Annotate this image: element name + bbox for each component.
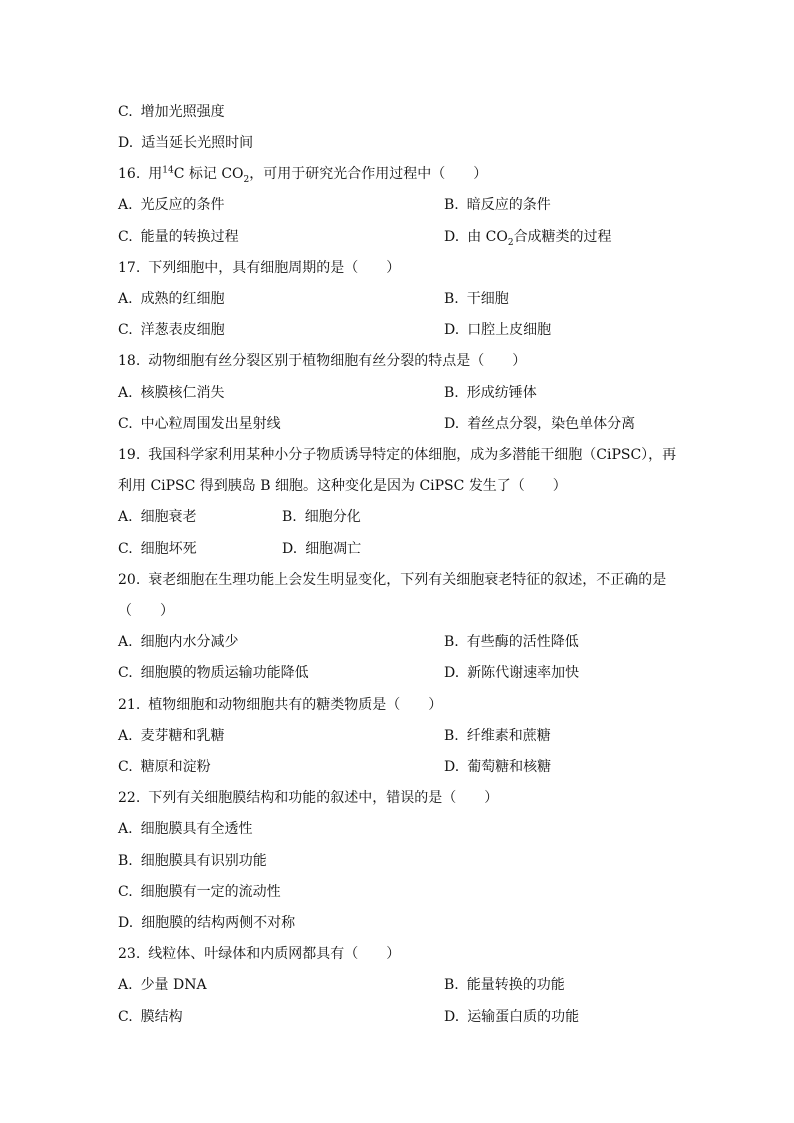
option-label: A. — [118, 977, 133, 993]
q18-option-d — [444, 414, 635, 434]
option-text: 新陈代谢速率加快 — [467, 665, 580, 681]
option-label: A. — [118, 728, 133, 744]
stem-text: 线粒体、叶绿体和内质网都具有（ ） — [148, 946, 401, 962]
q23-option-c — [118, 1007, 183, 1027]
option-label: D. — [444, 229, 460, 245]
q22-option-b — [118, 851, 267, 871]
q21-option-d — [444, 757, 551, 777]
option-label: B. — [444, 385, 459, 401]
question-number: 16. — [118, 166, 141, 182]
option-label: C. — [118, 759, 133, 775]
option-text: 能量转换的功能 — [466, 977, 565, 993]
option-label: C. — [118, 884, 133, 900]
option-text: 适当延长光照时间 — [141, 135, 254, 151]
q16-option-d — [444, 227, 612, 247]
q19-stem-line-1 — [118, 445, 676, 465]
q20-option-a — [118, 632, 239, 652]
q23-option-d — [444, 1007, 579, 1027]
option-text: 暗反应的条件 — [466, 197, 551, 213]
q16-option-b — [444, 195, 551, 215]
stem-text: 植物细胞和动物细胞共有的糖类物质是（ ） — [148, 697, 443, 713]
option-label: A. — [118, 509, 133, 525]
option-text: 膜结构 — [140, 1009, 183, 1025]
q21-option-b — [444, 726, 551, 746]
q20-option-d — [444, 663, 579, 683]
q18-stem — [118, 351, 526, 371]
question-number: 23. — [118, 946, 141, 962]
stem-text: 下列有关细胞膜结构和功能的叙述中，错误的是（ ） — [148, 790, 499, 806]
option-text: 细胞膜的物质运输功能降低 — [140, 665, 309, 681]
option-label: D. — [118, 135, 134, 151]
subscript: 2 — [507, 237, 514, 248]
q17-option-b — [444, 289, 509, 309]
option-label: B. — [444, 728, 459, 744]
option-text: 有些酶的活性降低 — [466, 634, 579, 650]
option-text: 合成糖类的过程 — [513, 229, 612, 245]
option-label: A. — [118, 197, 133, 213]
stem-text: 衰老细胞在生理功能上会发生明显变化，下列有关细胞衰老特征的叙述，不正确的是 — [148, 572, 667, 588]
q17-option-a — [118, 289, 225, 309]
option-label: C. — [118, 322, 133, 338]
q23-option-b — [444, 975, 565, 995]
option-label: D. — [444, 665, 460, 681]
option-text: 核膜核仁消失 — [140, 385, 225, 401]
q17-option-d — [444, 320, 551, 340]
option-text: 细胞膜有一定的流动性 — [140, 884, 281, 900]
option-label: B. — [444, 977, 459, 993]
option-text: 能量的转换过程 — [140, 229, 239, 245]
option-text: 干细胞 — [466, 291, 509, 307]
stem-part: C 标记 CO — [173, 166, 244, 182]
option-label: D. — [444, 1009, 460, 1025]
option-label: D. — [118, 915, 134, 931]
option-label: A. — [118, 821, 133, 837]
q17-stem — [118, 258, 400, 278]
q20-option-c — [118, 663, 309, 683]
question-number: 18. — [118, 353, 141, 369]
option-label: A. — [118, 385, 133, 401]
q21-stem — [118, 695, 442, 715]
q22-option-d — [118, 913, 295, 933]
q16-stem — [118, 164, 487, 184]
q19-option-a — [118, 507, 197, 527]
option-text: 细胞内水分减少 — [140, 634, 239, 650]
option-text: 葡萄糖和核糖 — [467, 759, 552, 775]
option-label: B. — [444, 634, 459, 650]
option-text: 增加光照强度 — [140, 104, 225, 120]
superscript: 14 — [162, 165, 174, 176]
q22-option-c — [118, 882, 281, 902]
option-text: 纤维素和蔗糖 — [466, 728, 551, 744]
q21-option-a — [118, 726, 225, 746]
question-number: 17. — [118, 260, 141, 276]
question-number: 21. — [118, 697, 141, 713]
option-text: 着丝点分裂，染色单体分离 — [467, 416, 636, 432]
q22-option-a — [118, 819, 253, 839]
option-text: 细胞膜具有全透性 — [140, 821, 253, 837]
option-label: B. — [282, 509, 297, 525]
q17-option-c — [118, 320, 225, 340]
stem-text: 动物细胞有丝分裂区别于植物细胞有丝分裂的特点是（ ） — [148, 353, 527, 369]
q19-option-b — [282, 507, 361, 527]
stem-part: ，可用于研究光合作用过程中（ ） — [249, 166, 488, 182]
option-text: 形成纺锤体 — [466, 385, 537, 401]
question-number: 19. — [118, 447, 141, 463]
option-text: 糖原和淀粉 — [140, 759, 211, 775]
q23-option-a — [118, 975, 207, 995]
q16-option-c — [118, 227, 239, 247]
q20-stem-line-2 — [118, 601, 174, 621]
option-text: 细胞膜的结构两侧不对称 — [141, 915, 296, 931]
q20-option-b — [444, 632, 579, 652]
option-text: 运输蛋白质的功能 — [467, 1009, 580, 1025]
q18-option-b — [444, 383, 537, 403]
q21-option-c — [118, 757, 211, 777]
option-text: 由 CO — [467, 229, 508, 245]
q19-option-c — [118, 539, 197, 559]
q19-option-d — [282, 539, 361, 559]
option-label: C. — [118, 665, 133, 681]
option-text: 洋葱表皮细胞 — [140, 322, 225, 338]
option-text: 光反应的条件 — [140, 197, 225, 213]
option-label: C. — [118, 416, 133, 432]
option-text: 成熟的红细胞 — [140, 291, 225, 307]
option-text: 中心粒周围发出星射线 — [140, 416, 281, 432]
option-text: 细胞衰老 — [140, 509, 197, 525]
stem-text: 我国科学家利用某种小分子物质诱导特定的体细胞，成为多潜能干细胞（CiPSC），再 — [148, 447, 677, 463]
option-text: 少量 DNA — [140, 977, 207, 993]
q16-option-a — [118, 195, 225, 215]
option-label: C. — [118, 1009, 133, 1025]
q23-stem — [118, 944, 400, 964]
stem-part: 用 — [148, 166, 163, 182]
stem-text: （ ） — [118, 603, 174, 619]
option-text: 细胞凋亡 — [305, 541, 362, 557]
stem-text: 下列细胞中，具有细胞周期的是（ ） — [148, 260, 401, 276]
option-label: B. — [444, 291, 459, 307]
option-text: 细胞膜具有识别功能 — [140, 853, 267, 869]
option-label: D. — [282, 541, 298, 557]
question-number: 20. — [118, 572, 141, 588]
option-label: C. — [118, 541, 133, 557]
option-label: B. — [118, 853, 133, 869]
option-text: 麦芽糖和乳糖 — [140, 728, 225, 744]
subscript: 2 — [243, 174, 250, 185]
option-label: C. — [118, 229, 133, 245]
q18-option-a — [118, 383, 225, 403]
option-label: A. — [118, 634, 133, 650]
q20-stem-line-1 — [118, 570, 666, 590]
option-label: D. — [444, 759, 460, 775]
q15-option-d — [118, 133, 253, 153]
question-number: 22. — [118, 790, 141, 806]
option-text: 细胞分化 — [304, 509, 361, 525]
q19-stem-line-2 — [118, 476, 567, 496]
option-text: 口腔上皮细胞 — [467, 322, 552, 338]
option-text: 细胞坏死 — [140, 541, 197, 557]
q15-option-c — [118, 102, 225, 122]
q18-option-c — [118, 414, 281, 434]
option-label: D. — [444, 416, 460, 432]
option-label: C. — [118, 104, 133, 120]
stem-text: 利用 CiPSC 得到胰岛 B 细胞。这种变化是因为 CiPSC 发生了（ ） — [118, 478, 567, 494]
option-label: A. — [118, 291, 133, 307]
option-label: D. — [444, 322, 460, 338]
q22-stem — [118, 788, 498, 808]
option-label: B. — [444, 197, 459, 213]
